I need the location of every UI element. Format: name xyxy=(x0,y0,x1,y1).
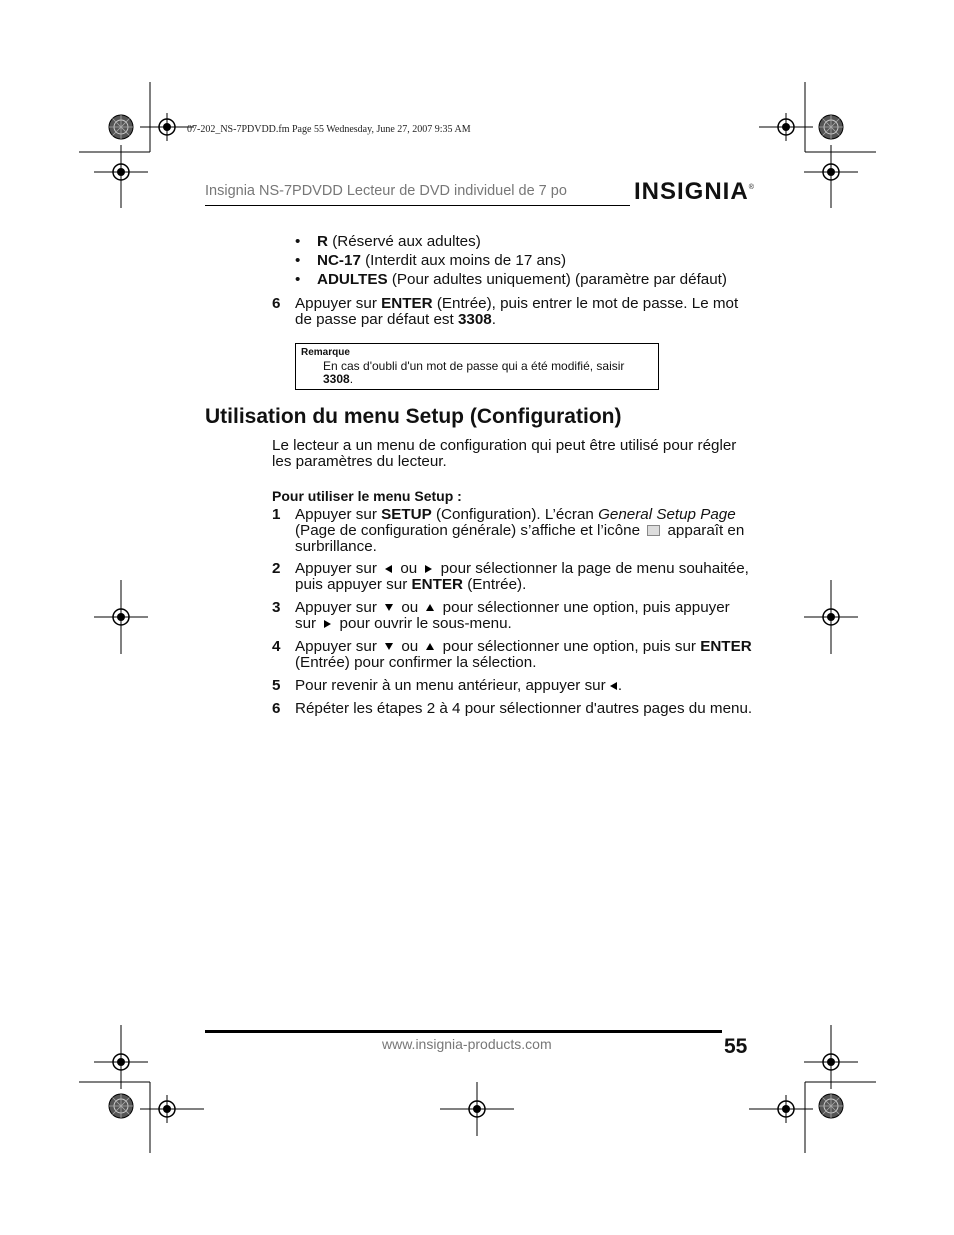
file-slug: 07-202_NS-7PDVDD.fm Page 55 Wednesday, June 27, 2007 9:35 AM xyxy=(187,124,471,135)
starburst-icon xyxy=(819,1094,843,1118)
step-text: Appuyer sur ou pour sélectionner une option, puis sur ENTER (Entrée) pour confirmer la sélection. xyxy=(295,638,752,671)
footer-url: www.insignia-products.com xyxy=(382,1036,552,1052)
note-box xyxy=(295,343,659,390)
header-title: Insignia NS-7PDVDD Lecteur de DVD individuel de 7 po xyxy=(205,183,567,199)
list-item: • NC-17 (Interdit aux moins de 17 ans) xyxy=(295,253,765,272)
intro-paragraph: Le lecteur a un menu de configuration qui peut être utilisé pour régler les paramètres du lecteur. xyxy=(272,437,737,470)
brand-logo xyxy=(634,178,755,206)
logo-text: INSIGNIA xyxy=(634,178,749,205)
arrow-left-icon xyxy=(385,565,392,573)
arrow-left-icon xyxy=(610,682,617,690)
list-item: • R (Réservé aux adultes) xyxy=(295,234,765,253)
logo-mark: ® xyxy=(748,184,755,191)
arrow-up-icon xyxy=(426,643,434,650)
note-text: En cas d'oubli d'un mot de passe qui a été modifié, saisir 3308. xyxy=(323,359,625,386)
section-title: Utilisation du menu Setup (Configuration) xyxy=(205,405,622,428)
procedure-heading: Pour utiliser le menu Setup : xyxy=(272,488,462,504)
page-number: 55 xyxy=(724,1035,748,1058)
starburst-icon xyxy=(109,115,133,139)
setup-icon xyxy=(647,525,660,536)
arrow-up-icon xyxy=(426,604,434,611)
step-text: Répéter les étapes 2 à 4 pour sélectionner d'autres pages du menu. xyxy=(295,700,753,717)
arrow-right-icon xyxy=(425,565,432,573)
step-number: 6 xyxy=(272,295,281,312)
starburst-icon xyxy=(109,1094,133,1118)
arrow-right-icon xyxy=(324,620,331,628)
starburst-icon xyxy=(819,115,843,139)
list-item: • ADULTES (Pour adultes uniquement) (paramètre par défaut) xyxy=(295,272,765,291)
step-text: Appuyer sur ENTER (Entrée), puis entrer le mot de passe. Le mot de passe par défaut est 3308. xyxy=(295,295,739,328)
step-text: Appuyer sur SETUP (Configuration). L’écran General Setup Page (Page de configuration générale) s’affiche et l’icône apparaît en surbrillance. xyxy=(295,506,745,555)
step-text: Appuyer sur ou pour sélectionner la page de menu souhaitée, puis appuyer sur ENTER (Entrée). xyxy=(295,560,749,593)
arrow-down-icon xyxy=(385,604,393,611)
step-text: Appuyer sur ou pour sélectionner une option, puis appuyer sur pour ouvrir le sous-menu. xyxy=(295,599,730,632)
step-text: Pour revenir à un menu antérieur, appuyer sur . xyxy=(295,677,623,694)
footer-rule xyxy=(205,1030,722,1033)
header-rule xyxy=(205,205,630,206)
note-title: Remarque xyxy=(301,347,350,358)
arrow-down-icon xyxy=(385,643,393,650)
rating-list xyxy=(295,234,765,291)
